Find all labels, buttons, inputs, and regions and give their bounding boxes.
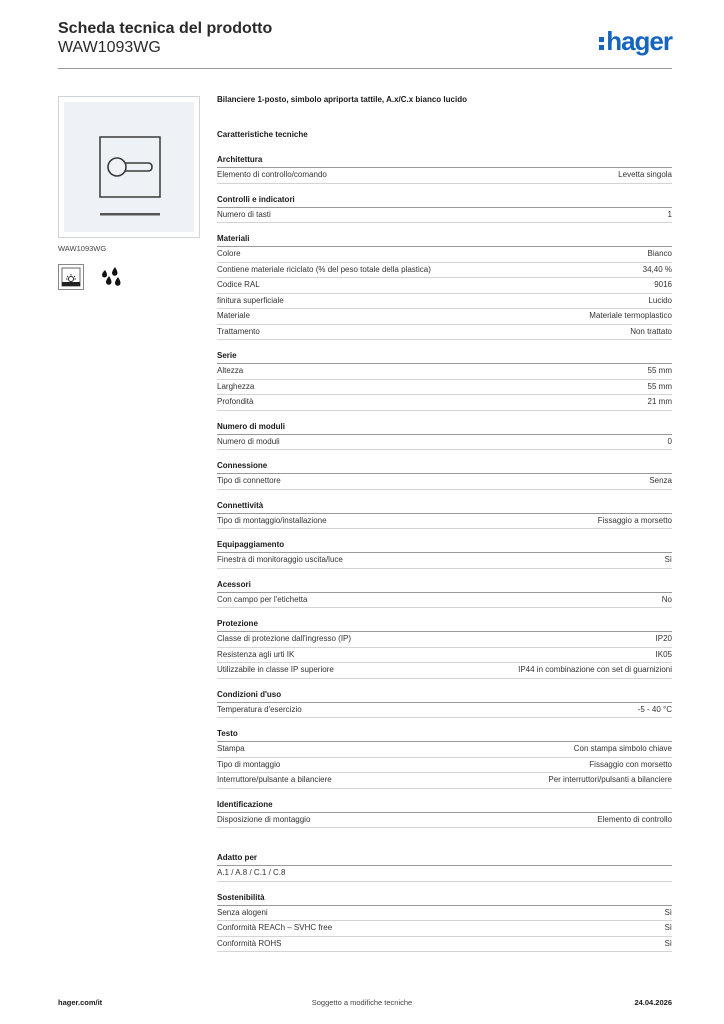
spec-row <box>217 380 672 396</box>
spec-row <box>217 208 672 224</box>
spec-row <box>217 593 672 609</box>
spec-row <box>217 294 672 310</box>
spec-label: Stampa <box>217 744 245 753</box>
section-title: Architettura <box>217 153 672 168</box>
spec-label: A.1 / A.8 / C.1 / C.8 <box>217 868 286 877</box>
section-title: Connettività <box>217 499 672 514</box>
section-title: Adatto per <box>217 851 672 866</box>
spec-label: finitura superficiale <box>217 295 284 305</box>
spec-label: Disposizione di montaggio <box>217 814 311 824</box>
spec-value: Con stampa simbolo chiave <box>573 744 672 753</box>
logo-dots <box>599 35 604 51</box>
spec-row <box>217 813 672 829</box>
section-title: Numero di moduli <box>217 420 672 435</box>
spec-label: Utilizzabile in classe IP superiore <box>217 665 334 674</box>
spec-label: Tipo di montaggio <box>217 759 281 769</box>
spec-section <box>217 578 672 609</box>
spec-row <box>217 364 672 380</box>
spec-row <box>217 632 672 648</box>
spec-label: Conformità REACh – SVHC free <box>217 923 333 932</box>
spec-label: Contiene materiale riciclato (% del peso totale della plastica) <box>217 264 431 274</box>
spec-value: Lucido <box>648 295 672 305</box>
footer-note: Soggetto a modifiche tecniche <box>311 998 413 1007</box>
spec-label: Resistenza agli urti IK <box>217 649 295 659</box>
footer-date: 24.04.2026 <box>634 998 672 1007</box>
spec-section <box>217 891 672 953</box>
spec-label: Profondità <box>217 397 254 406</box>
spec-label: Trattamento <box>217 326 260 336</box>
spec-section <box>217 688 672 719</box>
spec-row <box>217 866 672 882</box>
spec-label: Larghezza <box>217 381 255 391</box>
spec-value: Materiale termoplastico <box>589 311 672 320</box>
spec-label: Materiale <box>217 311 250 320</box>
spec-label: Finestra di monitoraggio uscita/luce <box>217 555 343 564</box>
spec-row <box>217 758 672 774</box>
spec-section <box>217 193 672 224</box>
spec-value: Senza <box>649 476 672 485</box>
section-title: Materiali <box>217 232 672 247</box>
spec-section <box>217 232 672 340</box>
spec-label: Tipo di montaggio/installazione <box>217 515 327 525</box>
indoor-light-icon <box>58 264 84 290</box>
spec-value: Per interruttori/pulsanti a bilanciere <box>548 775 672 784</box>
spec-value: Levetta singola <box>618 170 672 179</box>
spec-value: Sì <box>664 938 672 948</box>
spec-label: Interruttore/pulsante a bilanciere <box>217 775 332 784</box>
spec-section <box>217 349 672 411</box>
spec-label: Senza alogeni <box>217 907 268 917</box>
spec-value: 21 mm <box>647 397 672 406</box>
spec-sections <box>217 153 672 952</box>
spec-content <box>217 95 672 952</box>
door-handle-icon <box>59 97 201 239</box>
spec-section <box>217 851 672 882</box>
spec-value: Sì <box>664 923 672 932</box>
spec-section <box>217 538 672 569</box>
spec-value: 55 mm <box>647 381 672 391</box>
spec-section <box>217 798 672 829</box>
hager-logo <box>599 26 672 57</box>
spec-value: 1 <box>667 209 672 219</box>
spec-row <box>217 309 672 325</box>
spec-value: 0 <box>667 436 672 446</box>
spec-row <box>217 921 672 937</box>
spec-value: Fissaggio a morsetto <box>597 515 672 525</box>
spec-section <box>217 617 672 679</box>
section-title: Acessori <box>217 578 672 593</box>
section-title: Controlli e indicatori <box>217 193 672 208</box>
spec-value: IK05 <box>655 649 672 659</box>
water-drops-icon <box>98 264 124 290</box>
spec-value: IP20 <box>655 634 672 643</box>
section-title: Identificazione <box>217 798 672 813</box>
spec-row <box>217 937 672 953</box>
spec-label: Temperatura d'esercizio <box>217 704 302 714</box>
image-caption: WAW1093WG <box>58 244 107 253</box>
section-title: Protezione <box>217 617 672 632</box>
section-title: Testo <box>217 727 672 742</box>
spec-section <box>217 420 672 451</box>
spec-value: Elemento di controllo <box>597 814 672 824</box>
logo-text: hager <box>606 26 672 56</box>
section-title: Connessione <box>217 459 672 474</box>
spec-row <box>217 906 672 922</box>
spec-row <box>217 742 672 758</box>
spec-label: Con campo per l'etichetta <box>217 594 308 604</box>
product-image <box>58 96 200 238</box>
spec-label: Classe di protezione dall'ingresso (IP) <box>217 634 352 643</box>
spec-value: IP44 in combinazione con set di guarnizioni <box>518 665 672 674</box>
spec-value: Fissaggio con morsetto <box>589 759 672 769</box>
spec-label: Colore <box>217 249 241 258</box>
spec-row <box>217 278 672 294</box>
product-description: Bilanciere 1-posto, simbolo apriporta tattile, A.x/C.x bianco lucido <box>217 95 467 104</box>
spec-value: No <box>661 594 672 604</box>
spec-section <box>217 727 672 789</box>
section-title: Condizioni d'uso <box>217 688 672 703</box>
spec-row <box>217 435 672 451</box>
spec-label: Numero di moduli <box>217 436 280 446</box>
spec-value: 34,40 % <box>642 264 672 274</box>
section-title: Equipaggiamento <box>217 538 672 553</box>
spec-row <box>217 773 672 789</box>
spec-value: Non trattato <box>630 326 672 336</box>
spec-row <box>217 247 672 263</box>
header-divider <box>58 68 672 69</box>
spec-value: -5 - 40 °C <box>637 704 672 714</box>
footer-website: hager.com/it <box>58 998 103 1007</box>
spec-value: 9016 <box>654 280 672 289</box>
spec-row <box>217 648 672 664</box>
characteristics-title: Caratteristiche tecniche <box>217 130 308 139</box>
spec-label: Tipo di connettore <box>217 476 281 485</box>
spec-section <box>217 153 672 184</box>
page-title: Scheda tecnica del prodotto <box>58 20 273 37</box>
spec-row <box>217 168 672 184</box>
spec-row <box>217 553 672 569</box>
spec-label: Numero di tasti <box>217 209 271 219</box>
spec-label: Codice RAL <box>217 280 260 289</box>
spec-value: Sì <box>664 907 672 917</box>
spec-row <box>217 703 672 719</box>
spec-row <box>217 325 672 341</box>
spec-row <box>217 395 672 411</box>
spec-section <box>217 499 672 530</box>
spec-label: Altezza <box>217 366 244 375</box>
spec-value: 55 mm <box>647 366 672 375</box>
section-title: Sostenibilità <box>217 891 672 906</box>
spec-label: Elemento di controllo/comando <box>217 170 327 179</box>
spec-row <box>217 663 672 679</box>
spec-value: Bianco <box>647 249 672 258</box>
spec-label: Conformità ROHS <box>217 938 282 948</box>
spec-section <box>217 459 672 490</box>
product-code: WAW1093WG <box>58 39 161 56</box>
section-title: Serie <box>217 349 672 364</box>
spec-row <box>217 474 672 490</box>
spec-row <box>217 263 672 279</box>
spec-row <box>217 514 672 530</box>
spec-value: Sì <box>664 555 672 564</box>
